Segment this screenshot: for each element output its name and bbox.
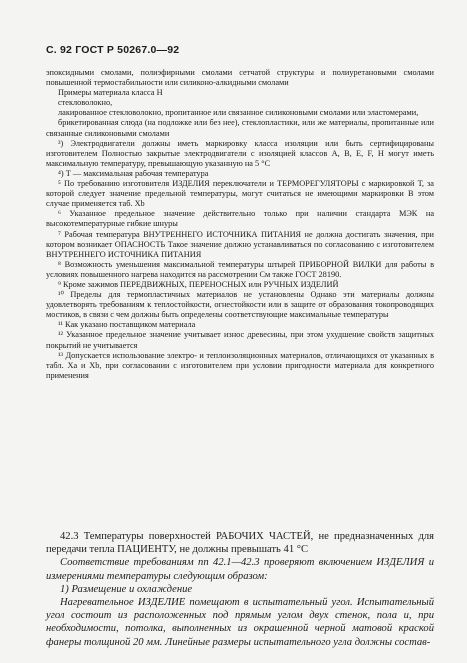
footnote: ³) Электродвигатели должны иметь маркировку класса изоляции или быть сертифицированы изготовителем Полностью закрытые электродвигатели с изоляцией классов А, В, Е, F, Н могут иметь максимальную температуру, превышающую указанную на 5 °С	[46, 138, 434, 168]
paragraph: эпоксидными смолами, полиэфирными смолами сетчатой структуры и полиуретановыми смолами повышенной термостабильности или силиконо-алкидными смолами	[46, 68, 434, 88]
footnote: ¹² Указанное предельное значение учитывает износ древесины, при этом ухудшение свойств защитных покрытий не учитывается	[46, 330, 434, 350]
footnote: ⁶ Указанное предельное значение действительно только при наличии стандарта МЭК на высокотемпературные гибкие шнуры	[46, 209, 434, 229]
footnote: ¹⁰ Пределы для термопластичных материалов не установлены Однако эти материалы должны удовлетворять требованиям к теплостойкости, огнестойкости или в защите от образования токопроводящих мостиков, в связи с чем должны быть определены соответствующие максимальные температуры	[46, 290, 434, 320]
footnote: ⁸ Возможность уменьшения максимальной температуры штырей ПРИБОРНОЙ ВИЛКИ для работы в условиях повышенного нагрева находится на рассмотрении См также ГОСТ 28190.	[46, 259, 434, 279]
paragraph: Примеры материала класса Н	[58, 88, 163, 98]
footnotes-block	[46, 68, 434, 381]
footnote: ⁹ Кроме зажимов ПЕРЕДВИЖНЫХ, ПЕРЕНОСНЫХ или РУЧНЫХ ИЗДЕЛИЙ	[58, 279, 339, 289]
subsection-heading: 1) Размещение и охлаждение	[60, 583, 193, 595]
footnote: ⁵ По требованию изготовителя ИЗДЕЛИЯ переключатели и ТЕРМОРЕГУЛЯТОРЫ с маркировкой Т, за которой следует значение предельной температуры, могут считаться не имеющими маркировки В этом случае применяется таб. Xb	[46, 179, 434, 209]
paragraph: лакированное стекловолокно, пропитанное или связанное силиконовыми смолами или эластомерами,	[58, 108, 419, 118]
clause-42-3: 42.3 Температуры поверхностей РАБОЧИХ ЧАСТЕЙ, не предназначенных для передачи тепла ПАЦИЕНТУ, не должны превышать 41 °С	[46, 531, 434, 556]
footnote: ⁷ Рабочая температура ВНУТРЕННЕГО ИСТОЧНИКА ПИТАНИЯ не должна достигать значения, при котором возникает ОПАСНОСТЬ Такое значение должно устанавливаться по согласованию с изготовителем ВНУТРЕННЕГО ИСТОЧНИКА ПИТАНИЯ	[46, 229, 434, 259]
paragraph: брикетированная слюда (на подложке или без нее), стеклопластики, или же материалы, пропитанные или связанные силиконовыми смолами	[46, 118, 434, 138]
footnote: ¹³ Допускается использование электро- и теплоизоляционных материалов, отличающихся от указанных в табл. Ха и Xb, при согласовании с изготовителем при условии пригодности материала для конкретного применения	[46, 350, 434, 380]
footnote: ¹¹ Как указано поставщиком материала	[58, 320, 196, 330]
compliance-paragraph: Соответствие требованиям пп 42.1—42.3 проверяют включением ИЗДЕЛИЯ и измерениями температуры следующим образом:	[46, 557, 434, 582]
paragraph: стекловолокно,	[58, 98, 113, 108]
page-header: С. 92 ГОСТ Р 50267.0—92	[46, 44, 180, 56]
main-text-block	[46, 530, 434, 649]
footnote: ⁴) Т — максимальная рабочая температура	[58, 168, 209, 178]
paragraph: Нагревательное ИЗДЕЛИЕ помещают в испытательный угол. Испытательный угол состоит из расположенных под прямым углом двух стенок, пола и, при необходимости, потолка, выполненных из окрашенной черной матовой краской фанеры толщиной 20 мм. Линейные размеры испытательного угла должны состав-	[46, 597, 434, 648]
